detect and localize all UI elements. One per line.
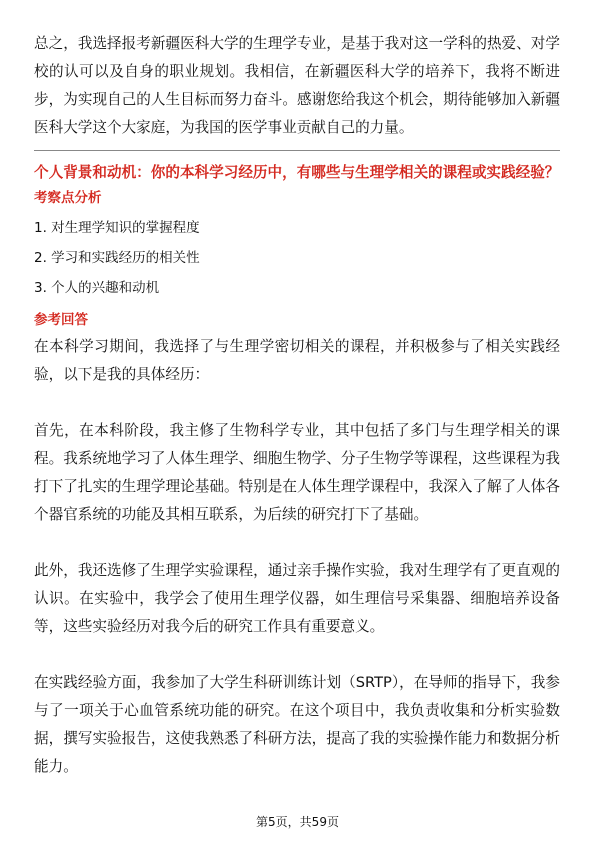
paragraph-spacer (34, 389, 560, 417)
answer-paragraph: 在实践经验方面，我参加了大学生科研训练计划（SRTP），在导师的指导下，我参与了一项关于心血管系统功能的研究。在这个项目中，我负责收集和分析实验数据，撰写实验报告，这使我熟悉了科研方法，提高了我的实验操作能力和数据分析能力。 (34, 674, 560, 775)
answer-paragraph: 在本科学习期间，我选择了与生理学密切相关的课程，并积极参与了相关实践经验，以下是我的具体经历： (34, 338, 560, 383)
analysis-point: 2. 学习和实践经历的相关性 (34, 250, 200, 266)
analysis-point: 3. 个人的兴趣和动机 (34, 280, 160, 296)
document-page (34, 30, 560, 781)
answer-paragraph: 此外，我还选修了生理学实验课程，通过亲手操作实验，我对生理学有了更直观的认识。在实验中，我学会了使用生理学仪器，如生理信号采集器、细胞培养设备等，这些实验经历对我今后的研究工作具有重要意义。 (34, 562, 560, 635)
answer-title: 参考回答 (34, 312, 88, 328)
analysis-points (34, 213, 560, 303)
analysis-title: 考察点分析 (34, 190, 102, 206)
page-number-footer: 第5页，共59页 (256, 815, 339, 829)
paragraph-spacer (34, 641, 560, 669)
paragraph-spacer (34, 529, 560, 557)
question-heading: 个人背景和动机：你的本科学习经历中，有哪些与生理学相关的课程或实践经验？ (34, 164, 560, 181)
analysis-point: 1. 对生理学知识的掌握程度 (34, 220, 200, 236)
intro-paragraph: 总之，我选择报考新疆医科大学的生理学专业，是基于我对这一学科的热爱、对学校的认可以及自身的职业规划。我相信，在新疆医科大学的培养下，我将不断进步，为实现自己的人生目标而努力奋斗。感谢您给我这个机会，期待能够加入新疆医科大学这个大家庭，为我国的医学事业贡献自己的力量。 (34, 35, 560, 136)
section-divider (34, 150, 560, 151)
answer-paragraph: 首先，在本科阶段，我主修了生物科学专业，其中包括了多门与生理学相关的课程。我系统地学习了人体生理学、细胞生物学、分子生物学等课程，这些课程为我打下了扎实的生理学理论基础。特别是在人体生理学课程中，我深入了解了人体各个器官系统的功能及其相互联系，为后续的研究打下了基础。 (34, 422, 560, 523)
